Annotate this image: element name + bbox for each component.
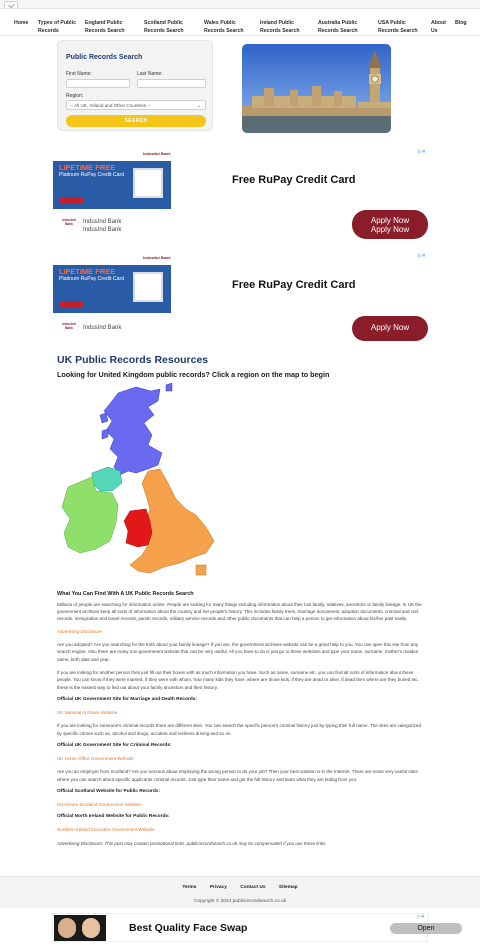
nav-types-of-public-records[interactable]: Types of Public Records	[38, 20, 76, 34]
search-button[interactable]: SEARCH	[66, 115, 206, 127]
ad-creative-subtitle: Platinum RuPay Credit Card	[59, 172, 125, 178]
first-name-input[interactable]	[66, 79, 130, 88]
footer-link-terms[interactable]: Terms	[182, 885, 197, 890]
nav-about-us[interactable]: About Us	[431, 20, 446, 34]
ad-choices-icon[interactable]: ▷✕	[417, 253, 426, 259]
public-records-search-form	[57, 40, 213, 131]
heading-northern-ireland: Official North Ireland Website for Public Records:	[57, 814, 170, 820]
ad-creative-brand: IndusInd Bank	[143, 151, 171, 156]
nav-usa-search[interactable]: USA Public Records Search	[378, 20, 418, 34]
paragraph-employer: Are you an employer from Scotland? Are you nervous about employing the wrong person to do your job? Then your best solution is in the Internet. There are some very useful sites where you can search about specific applicants criminal records. Just type their name and get the full history and learn what they are hiding from you.	[57, 769, 418, 782]
footer-links	[0, 885, 480, 892]
heading-marriage-death: Official UK Government Site for Marriage and Death Records:	[57, 696, 197, 702]
footer-link-sitemap[interactable]: Sitemap	[278, 885, 298, 890]
ad-choices-icon[interactable]: ▷✕	[416, 914, 425, 920]
heading-criminal-records: Official UK Government Site for Criminal Records:	[57, 742, 172, 748]
ad-headline: Free RuPay Credit Card	[232, 279, 356, 291]
northern-ireland-executive-link[interactable]: Northern Ireland Executive Government Website	[57, 827, 155, 833]
sticky-bottom-ad[interactable]	[52, 913, 435, 942]
nav-ireland-search[interactable]: Ireland Public Records Search	[260, 20, 300, 34]
nav-australia-search[interactable]: Australia Public Records Search	[318, 20, 358, 34]
uk-region-map	[56, 383, 224, 583]
apply-now-button[interactable]: Apply Now Apply Now	[352, 210, 428, 239]
ad-banner-1[interactable]	[52, 149, 428, 245]
heading-scotland: Official Scotland Website for Public Records:	[57, 788, 161, 794]
map-region-channel-islands[interactable]	[196, 565, 206, 575]
uk-home-office-link[interactable]: UK Home Office Government Website	[57, 755, 134, 761]
ad-creative-image	[53, 254, 171, 313]
ad-headline: Best Quality Face Swap	[129, 922, 248, 934]
ad-creative-title: LIFETIME FREE	[59, 267, 116, 276]
indusind-logo: IndusInd Bank	[62, 218, 76, 226]
paragraph-adopted: Are you adopted? Are you searching for the truth about your family lineage? If you are, the government archives website can be a great help to you. You can open this site from any search engine. Also there are many non-government website that can be very useful. All you have to do is just go to these websites and type your name, surname, mother's maiden name, birth date and year.	[57, 642, 419, 662]
ad-headline: Free RuPay Credit Card	[232, 174, 356, 186]
ad-thumbnail	[54, 915, 106, 941]
westminster-illustration	[242, 44, 391, 133]
browser-tab-strip	[0, 0, 480, 9]
ad-creative-image	[53, 150, 171, 209]
westminster-hero-image	[242, 44, 391, 133]
disclosure-scotland-link[interactable]: Disclosure Scotland Government Website	[57, 801, 142, 807]
map-instructions: Looking for United Kingdom public records? Click a region on the map to begin	[57, 370, 330, 379]
ad-advertiser-name: IndusInd Bank IndusInd Bank	[83, 219, 122, 233]
chevron-down-icon: ⌄	[196, 103, 201, 109]
map-region-wales[interactable]	[124, 509, 152, 547]
advertising-disclaimer: Advertising Disclosure: This post may contain promotional links. publicrecordsearch.co.uk may be compensated if you use these links.	[57, 840, 327, 846]
map-region-scotland[interactable]	[104, 387, 162, 475]
last-name-input[interactable]	[137, 79, 206, 88]
indusind-logo: IndusInd Bank	[62, 322, 76, 330]
advertising-disclosure-link[interactable]: Advertising Disclosure	[57, 628, 102, 634]
ad-banner-2[interactable]	[52, 253, 428, 345]
nav-home[interactable]: Home	[14, 20, 29, 26]
uk-national-archives-link[interactable]: UK National Archives Website	[57, 709, 118, 715]
ad-creative-title: LIFETIME FREE	[59, 163, 116, 172]
ad-creative-brand: IndusInd Bank	[143, 255, 171, 260]
nav-wales-search[interactable]: Wales Public Records Search	[204, 20, 244, 34]
apply-now-button[interactable]: Apply Now	[352, 316, 428, 341]
ad-creative-subtitle: Platinum RuPay Credit Card	[59, 276, 125, 282]
region-select[interactable]	[66, 100, 206, 110]
paragraph-intro: Millions of people are searching for information online. People are looking for many things including information about their lost family, relatives, ancestors or family lineage. In UK the government archives keep all sorts of information about the country and her people's history. This includes family trees, marriage documents, adoption documents, criminal and civil records, immigration and travel records, parish records, military service records and other public documents that can help a person to get information about his/her past easily.	[57, 601, 422, 622]
open-button[interactable]: Open	[390, 923, 462, 934]
ad-choices-icon[interactable]: ▷✕	[417, 149, 426, 155]
footer-link-privacy[interactable]: Privacy	[209, 885, 227, 890]
nav-england-search[interactable]: England Public Records Search	[85, 20, 125, 34]
search-form-title: Public Records Search	[66, 54, 143, 61]
last-name-label: Last Name:	[137, 71, 163, 77]
region-select-value: -- All UK, Ireland and Other Countries --	[70, 102, 151, 108]
article-content	[57, 591, 425, 853]
ad-advertiser-name: IndusInd Bank	[83, 325, 122, 331]
site-footer	[0, 876, 480, 908]
copyright: Copyright © 2024 publicrecordsearch.co.uk	[193, 899, 287, 904]
paragraph-another-person: If you are looking for another person then just fill out their boxes with as much information you have. Such as name, surname etc. you can find all sorts of information about these people. You can know if they were married, if they were with whom, how many kids they have, where are those kids, if they are dead or alive, if dead then where are they buried etc. these is the easiest way to find out about your family ancestors and their history.	[57, 670, 419, 690]
footer-link-contact[interactable]: Contact Us	[240, 885, 266, 890]
browser-tab[interactable]	[4, 1, 18, 8]
nav-scotland-search[interactable]: Scotland Public Records Search	[144, 20, 184, 34]
first-name-label: First Name:	[66, 71, 92, 77]
region-label: Region:	[66, 93, 84, 99]
main-nav	[0, 10, 480, 36]
page-title: UK Public Records Resources	[57, 354, 209, 366]
section-title: What You Can Find With A UK Public Records Search	[57, 591, 194, 597]
paragraph-criminal: If you are looking for someone's criminal records there are different sites. You can search the specific person's criminal history just by typing their full name. The sites are categorized by specific crimes such as, alcohol and drugs, accident and reckless driving and so on.	[57, 723, 421, 736]
map-region-northern-ireland[interactable]	[92, 467, 122, 491]
nav-blog[interactable]: Blog	[455, 20, 467, 26]
